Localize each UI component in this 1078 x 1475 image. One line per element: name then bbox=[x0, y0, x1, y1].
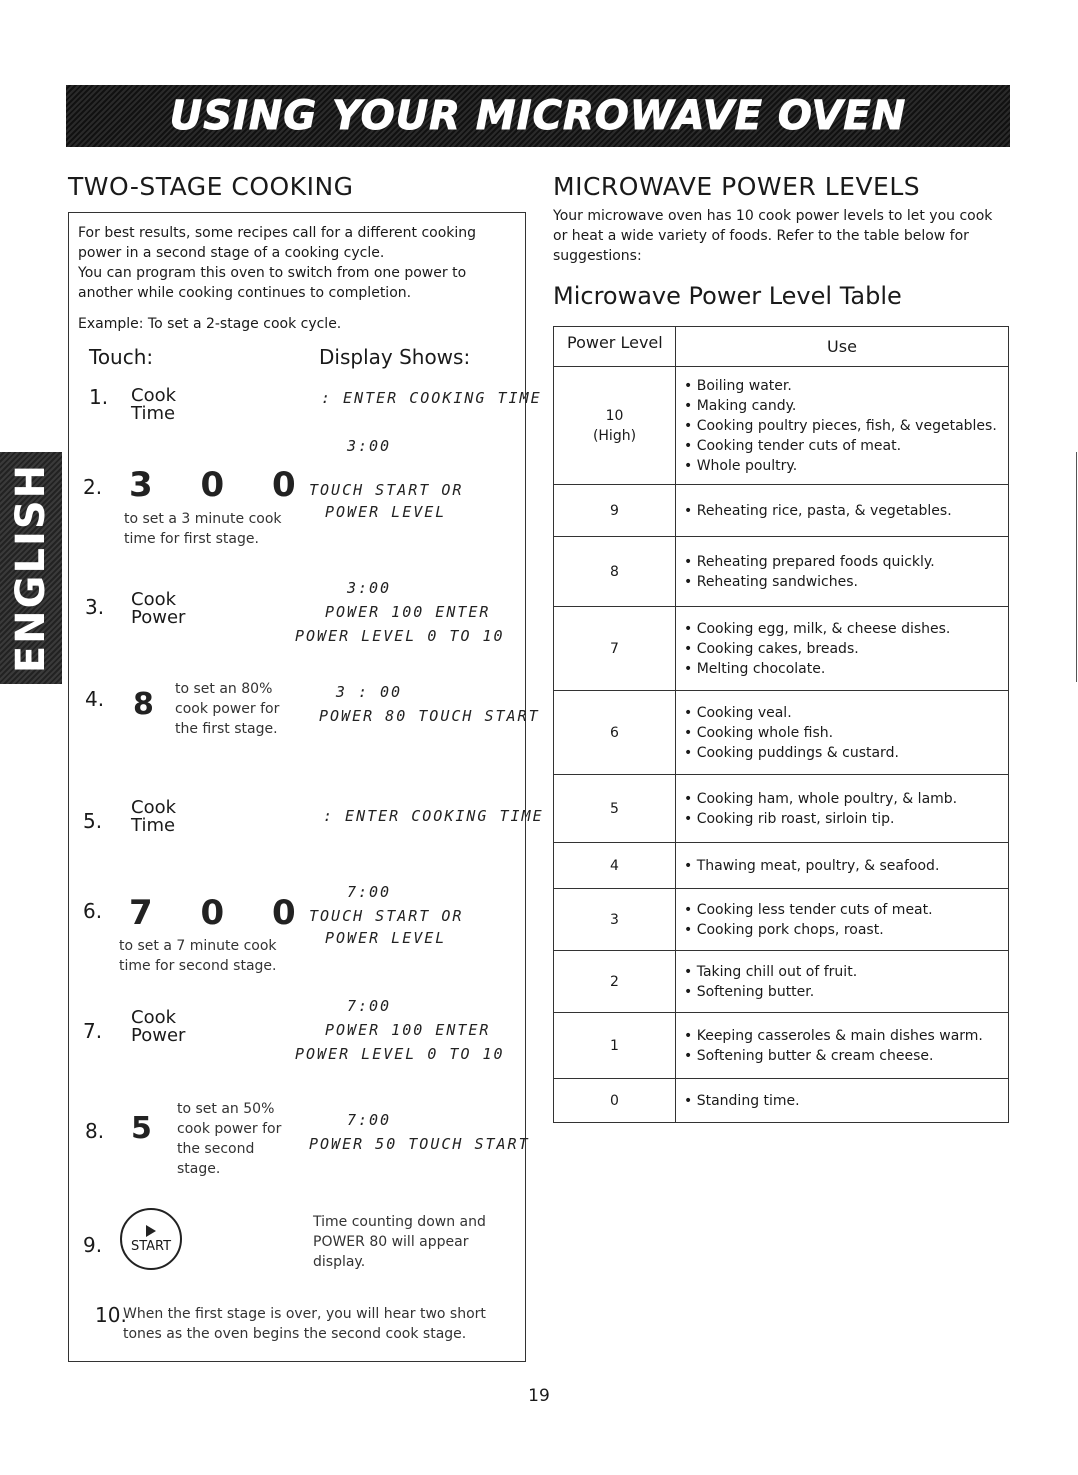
step-desc: stage. bbox=[177, 1161, 221, 1177]
step-number: 3. bbox=[85, 595, 105, 619]
power-level-value: 5 bbox=[610, 800, 619, 817]
power-intro-line-1: Your microwave oven has 10 cook power levels to let you cook bbox=[553, 208, 993, 224]
display-text: : ENTER COOKING TIME bbox=[323, 807, 544, 825]
step-number: 4. bbox=[85, 687, 105, 711]
key-line: Cook bbox=[131, 589, 177, 610]
cook-power-key bbox=[131, 1009, 185, 1045]
step-desc: time for first stage. bbox=[124, 531, 259, 547]
use-item: • Cooking veal. bbox=[684, 703, 1000, 723]
intro-line-2: power in a second stage of a cooking cycle. bbox=[78, 245, 385, 261]
step-number: 1. bbox=[89, 385, 109, 409]
language-tab bbox=[0, 452, 62, 684]
use-cell bbox=[676, 843, 1009, 889]
use-item: • Boiling water. bbox=[684, 376, 1000, 396]
language-tab-label: ENGLISH bbox=[8, 462, 55, 674]
step-desc: time for second stage. bbox=[119, 958, 277, 974]
power-intro-line-3: suggestions: bbox=[553, 248, 642, 264]
use-item: • Cooking ham, whole poultry, & lamb. bbox=[684, 789, 1000, 809]
power-level-cell bbox=[554, 1079, 676, 1123]
power-level-cell bbox=[554, 367, 676, 485]
intro-line-3: You can program this oven to switch from one power to bbox=[78, 265, 467, 281]
two-stage-box bbox=[68, 212, 544, 1362]
table-row bbox=[554, 1013, 1009, 1079]
key-line: Time bbox=[131, 815, 176, 836]
step-number: 9. bbox=[83, 1233, 103, 1257]
key-line: Power bbox=[131, 607, 186, 628]
intro-line-4: another while cooking continues to completion. bbox=[78, 285, 412, 301]
use-item: • Cooking puddings & custard. bbox=[684, 743, 1000, 763]
display-text: 3:00 bbox=[346, 579, 392, 597]
display-text: TOUCH START OR bbox=[309, 907, 464, 925]
step-desc: display. bbox=[313, 1254, 366, 1270]
step-desc: tones as the oven begins the second cook stage. bbox=[123, 1326, 467, 1342]
intro-line-1: For best results, some recipes call for a different cooking bbox=[78, 225, 477, 241]
display-text: POWER 50 TOUCH START bbox=[309, 1135, 530, 1153]
step-desc: to set a 7 minute cook bbox=[119, 938, 277, 954]
number-keys: 3 0 0 bbox=[129, 465, 314, 505]
use-item: • Cooking whole fish. bbox=[684, 723, 1000, 743]
step-number: 5. bbox=[83, 809, 103, 833]
use-item: • Cooking rib roast, sirloin tip. bbox=[684, 809, 1000, 829]
display-text: POWER LEVEL bbox=[325, 503, 447, 521]
display-column-header: Display Shows: bbox=[319, 345, 471, 369]
display-text: 7:00 bbox=[346, 1111, 392, 1129]
key-line: Cook bbox=[131, 385, 177, 406]
power-level-table bbox=[553, 326, 1009, 1123]
power-level-value: 10 bbox=[605, 407, 624, 424]
start-button-label: START bbox=[130, 1238, 172, 1254]
header-power-level: Power Level bbox=[554, 327, 676, 367]
table-row bbox=[554, 537, 1009, 607]
number-keys: 7 0 0 bbox=[129, 893, 314, 933]
use-item: • Cooking poultry pieces, fish, & vegetables. bbox=[684, 416, 1000, 436]
display-text: : ENTER COOKING TIME bbox=[321, 389, 542, 407]
power-levels-heading: MICROWAVE POWER LEVELS bbox=[553, 172, 921, 201]
power-level-value: 7 bbox=[610, 640, 619, 657]
table-row bbox=[554, 843, 1009, 889]
table-row bbox=[554, 691, 1009, 775]
display-text: 3:00 bbox=[346, 437, 392, 455]
step-desc: Time counting down and bbox=[313, 1214, 486, 1230]
use-cell bbox=[676, 485, 1009, 537]
power-level-value: 3 bbox=[610, 911, 619, 928]
power-level-note: (High) bbox=[592, 427, 637, 444]
table-row bbox=[554, 775, 1009, 843]
use-item: • Cooking tender cuts of meat. bbox=[684, 436, 1000, 456]
number-key: 8 bbox=[133, 687, 172, 722]
power-level-value: 1 bbox=[610, 1037, 619, 1054]
power-intro-line-2: or heat a wide variety of foods. Refer to the table below for bbox=[553, 228, 969, 244]
power-level-value: 9 bbox=[610, 502, 619, 519]
power-level-cell bbox=[554, 485, 676, 537]
number-key: 5 bbox=[131, 1111, 170, 1146]
use-item: • Keeping casseroles & main dishes warm. bbox=[684, 1026, 1000, 1046]
key-line: Cook bbox=[131, 797, 177, 818]
use-item: • Cooking less tender cuts of meat. bbox=[684, 900, 1000, 920]
touch-column-header: Touch: bbox=[89, 345, 154, 369]
display-text: POWER LEVEL 0 TO 10 bbox=[295, 627, 505, 645]
power-level-cell bbox=[554, 607, 676, 691]
step-number: 6. bbox=[83, 899, 103, 923]
step-number: 10. bbox=[95, 1303, 127, 1327]
display-text: POWER LEVEL 0 TO 10 bbox=[295, 1045, 505, 1063]
step-desc: cook power for bbox=[175, 701, 280, 717]
display-text: 7:00 bbox=[346, 883, 392, 901]
power-level-cell bbox=[554, 691, 676, 775]
use-cell bbox=[676, 951, 1009, 1013]
two-stage-heading: TWO-STAGE COOKING bbox=[68, 172, 354, 201]
display-text: 7:00 bbox=[346, 997, 392, 1015]
cook-time-key bbox=[131, 387, 176, 423]
cook-time-key bbox=[131, 799, 176, 835]
edge-divider bbox=[1076, 452, 1077, 682]
step-desc: the second bbox=[177, 1141, 255, 1157]
step-number: 2. bbox=[83, 475, 103, 499]
step-desc: When the first stage is over, you will hear two short bbox=[123, 1306, 486, 1322]
table-body bbox=[554, 367, 1009, 1123]
use-item: • Softening butter. bbox=[684, 982, 1000, 1002]
table-row bbox=[554, 1079, 1009, 1123]
display-text: 3 : 00 bbox=[335, 683, 403, 701]
step-desc: to set an 80% bbox=[175, 681, 273, 697]
power-level-cell bbox=[554, 1013, 676, 1079]
step-number: 8. bbox=[85, 1119, 105, 1143]
use-item: • Standing time. bbox=[684, 1091, 1000, 1111]
display-text: POWER 100 ENTER bbox=[325, 1021, 491, 1039]
use-item: • Cooking pork chops, roast. bbox=[684, 920, 1000, 940]
use-cell bbox=[676, 537, 1009, 607]
use-item: • Reheating sandwiches. bbox=[684, 572, 1000, 592]
power-table-title: Microwave Power Level Table bbox=[553, 282, 902, 310]
display-text: POWER 100 ENTER bbox=[325, 603, 491, 621]
table-row bbox=[554, 889, 1009, 951]
power-level-cell bbox=[554, 951, 676, 1013]
table-row bbox=[554, 607, 1009, 691]
banner-title: USING YOUR MICROWAVE OVEN bbox=[169, 93, 907, 139]
key-line: Power bbox=[131, 1025, 186, 1046]
table-row bbox=[554, 367, 1009, 485]
power-level-cell bbox=[554, 775, 676, 843]
use-cell bbox=[676, 889, 1009, 951]
use-cell bbox=[676, 607, 1009, 691]
table-row bbox=[554, 485, 1009, 537]
step-desc: the first stage. bbox=[175, 721, 278, 737]
power-level-value: 6 bbox=[610, 724, 619, 741]
power-level-cell bbox=[554, 843, 676, 889]
power-level-cell bbox=[554, 889, 676, 951]
use-cell bbox=[676, 775, 1009, 843]
use-cell bbox=[676, 367, 1009, 485]
example-line: Example: To set a 2-stage cook cycle. bbox=[78, 316, 342, 332]
cook-power-key bbox=[131, 591, 185, 627]
display-text: POWER LEVEL bbox=[325, 929, 447, 947]
start-button bbox=[120, 1208, 182, 1270]
use-item: • Cooking cakes, breads. bbox=[684, 639, 1000, 659]
play-icon bbox=[146, 1225, 156, 1237]
header-use: Use bbox=[676, 327, 1009, 367]
display-text: POWER 80 TOUCH START bbox=[319, 707, 540, 725]
page-banner bbox=[66, 85, 1010, 147]
use-item: • Thawing meat, poultry, & seafood. bbox=[684, 856, 1000, 876]
power-level-value: 4 bbox=[610, 857, 619, 874]
page-number: 19 bbox=[528, 1386, 550, 1406]
step-desc: cook power for bbox=[177, 1121, 282, 1137]
power-level-cell bbox=[554, 537, 676, 607]
step-number: 7. bbox=[83, 1019, 103, 1043]
step-desc: to set a 3 minute cook bbox=[124, 511, 282, 527]
use-cell bbox=[676, 691, 1009, 775]
display-text: TOUCH START OR bbox=[309, 481, 464, 499]
key-line: Cook bbox=[131, 1007, 177, 1028]
use-item: • Melting chocolate. bbox=[684, 659, 1000, 679]
table-row bbox=[554, 951, 1009, 1013]
power-level-value: 8 bbox=[610, 563, 619, 580]
power-level-value: 0 bbox=[610, 1092, 619, 1109]
use-item: • Whole poultry. bbox=[684, 456, 1000, 476]
use-item: • Cooking egg, milk, & cheese dishes. bbox=[684, 619, 1000, 639]
use-cell bbox=[676, 1013, 1009, 1079]
step-desc: POWER 80 will appear bbox=[313, 1234, 469, 1250]
key-line: Time bbox=[131, 403, 176, 424]
power-level-value: 2 bbox=[610, 973, 619, 990]
use-item: • Softening butter & cream cheese. bbox=[684, 1046, 1000, 1066]
use-item: • Taking chill out of fruit. bbox=[684, 962, 1000, 982]
use-item: • Reheating prepared foods quickly. bbox=[684, 552, 1000, 572]
use-item: • Reheating rice, pasta, & vegetables. bbox=[684, 501, 1000, 521]
step-desc: to set an 50% bbox=[177, 1101, 275, 1117]
use-item: • Making candy. bbox=[684, 396, 1000, 416]
use-cell bbox=[676, 1079, 1009, 1123]
table-header-row bbox=[554, 327, 1009, 367]
